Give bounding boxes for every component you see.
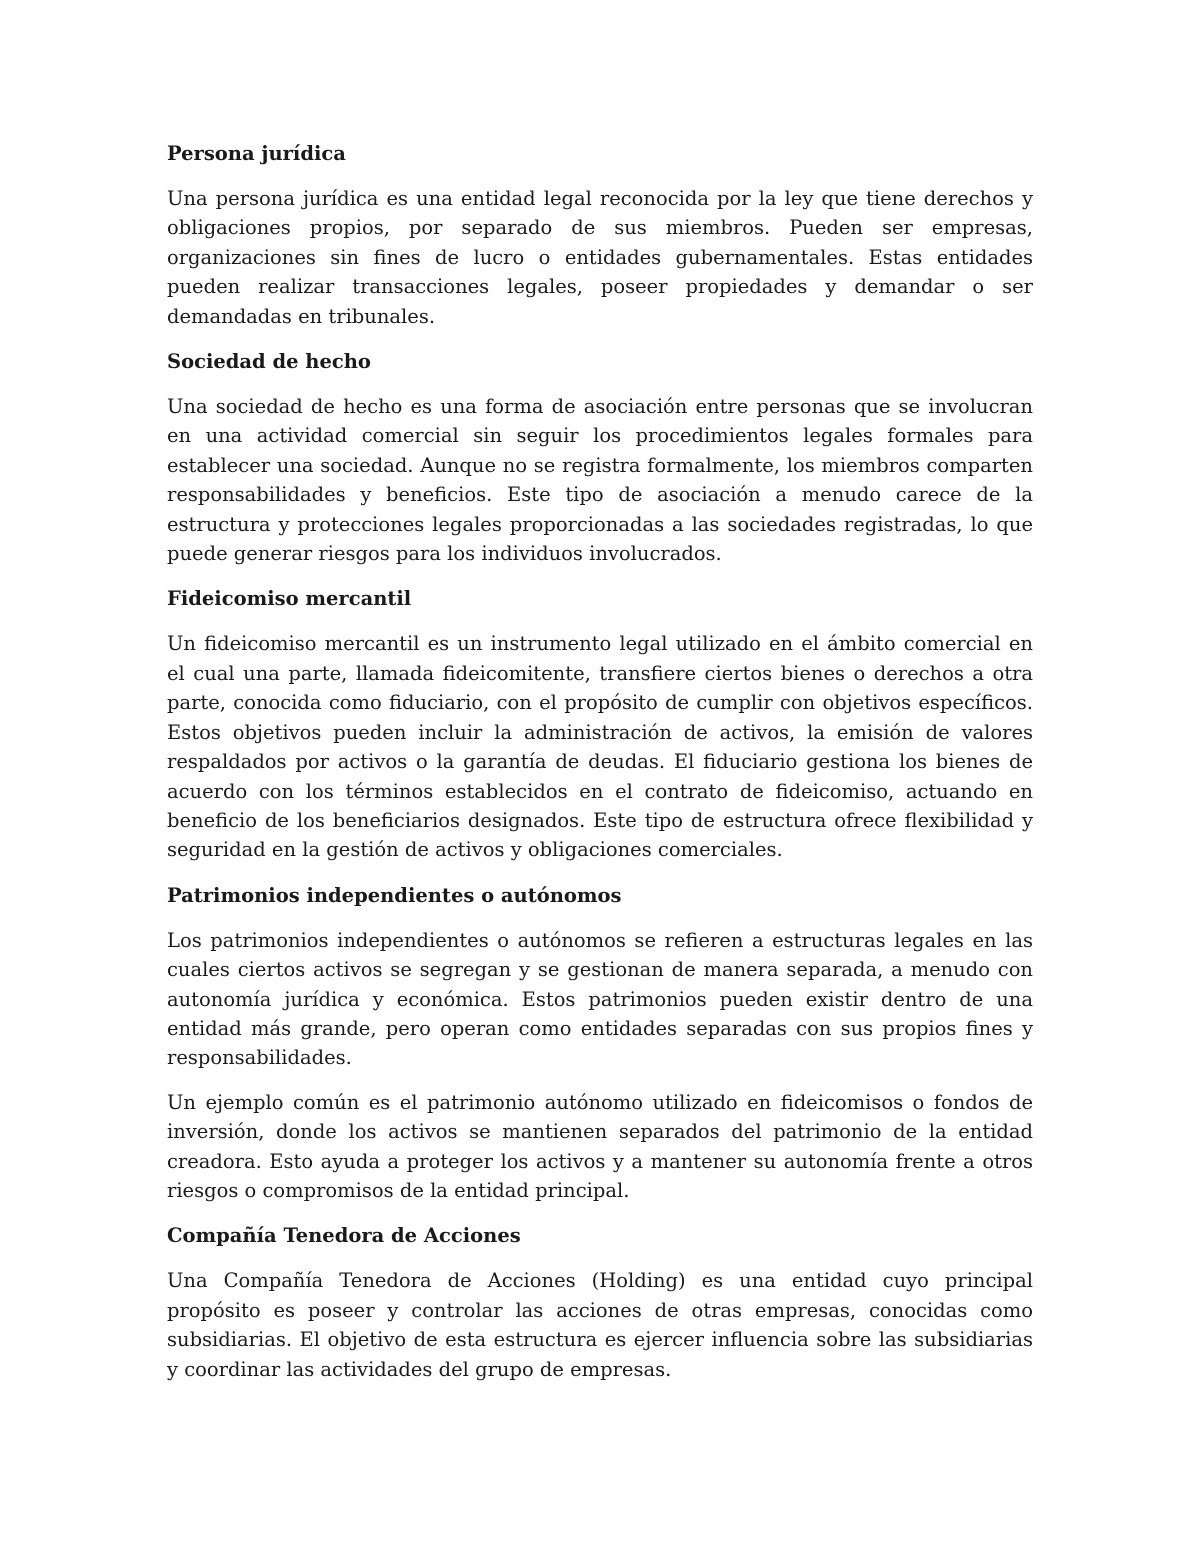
section-persona-juridica — [167, 138, 1033, 331]
section-fideicomiso-mercantil — [167, 583, 1033, 864]
section-sociedad-de-hecho — [167, 346, 1033, 568]
section-compania-tenedora — [167, 1220, 1033, 1384]
section-paragraph: Un ejemplo común es el patrimonio autónomo utilizado en fideicomisos o fondos de inversión, donde los activos se mantienen separados del patrimonio de la entidad creadora. Esto ayuda a proteger los activos y a mantener su autonomía frente a otros riesgos o compromisos de la entidad principal. — [167, 1090, 1033, 1202]
section-heading: Persona jurídica — [167, 142, 346, 165]
document-page — [167, 138, 1033, 1399]
section-paragraph: Los patrimonios independientes o autónomos se refieren a estructuras legales en las cuales ciertos activos se segregan y se gestionan de manera separada, a menudo con autonomía jurídica y económica. Estos patrimonios pueden existir dentro de una entidad más grande, pero operan como entidades separadas con sus propios fines y responsabilidades. — [167, 928, 1033, 1070]
section-heading: Compañía Tenedora de Acciones — [167, 1224, 521, 1248]
section-paragraph: Una persona jurídica es una entidad legal reconocida por la ley que tiene derechos y obligaciones propios, por separado de sus miembros. Pueden ser empresas, organizaciones sin fines de lucro o entidades gubernamentales. Estas entidades pueden realizar transacciones legales, poseer propiedades y demandar o ser demandadas en tribunales. — [167, 187, 1033, 328]
section-paragraph: Un fideicomiso mercantil es un instrumento legal utilizado en el ámbito comercial en el cual una parte, llamada fideicomitente, transfiere ciertos bienes o derechos a otra parte, conocida como fiduciario, con el propósito de cumplir con objetivos específicos. Estos objetivos pueden incluir la administración de activos, la emisión de valores respaldados por activos o la garantía de deudas. El fiduciario gestiona los bienes de acuerdo con los términos establecidos en el contrato de fideicomiso, actuando en beneficio de los beneficiarios designados. Este tipo de estructura ofrece flexibilidad y seguridad en la gestión de activos y obligaciones comerciales. — [167, 632, 1033, 862]
section-patrimonios-independientes — [167, 880, 1033, 1206]
section-heading: Fideicomiso mercantil — [167, 587, 412, 611]
section-paragraph: Una sociedad de hecho es una forma de asociación entre personas que se involucran en una actividad comercial sin seguir los procedimientos legales formales para establecer una sociedad. Aunque no se registra formalmente, los miembros comparten responsabilidades y beneficios. Este tipo de asociación a menudo carece de la estructura y protecciones legales proporcionadas a las sociedades registradas, lo que puede generar riesgos para los individuos involucrados. — [167, 395, 1033, 566]
section-heading: Patrimonios independientes o autónomos — [167, 883, 622, 907]
section-heading: Sociedad de hecho — [167, 350, 371, 374]
section-paragraph: Una Compañía Tenedora de Acciones (Holding) es una entidad cuyo principal propósito es poseer y controlar las acciones de otras empresas, conocidas como subsidiarias. El objetivo de esta estructura es ejercer influencia sobre las subsidiarias y coordinar las actividades del grupo de empresas. — [167, 1269, 1033, 1381]
